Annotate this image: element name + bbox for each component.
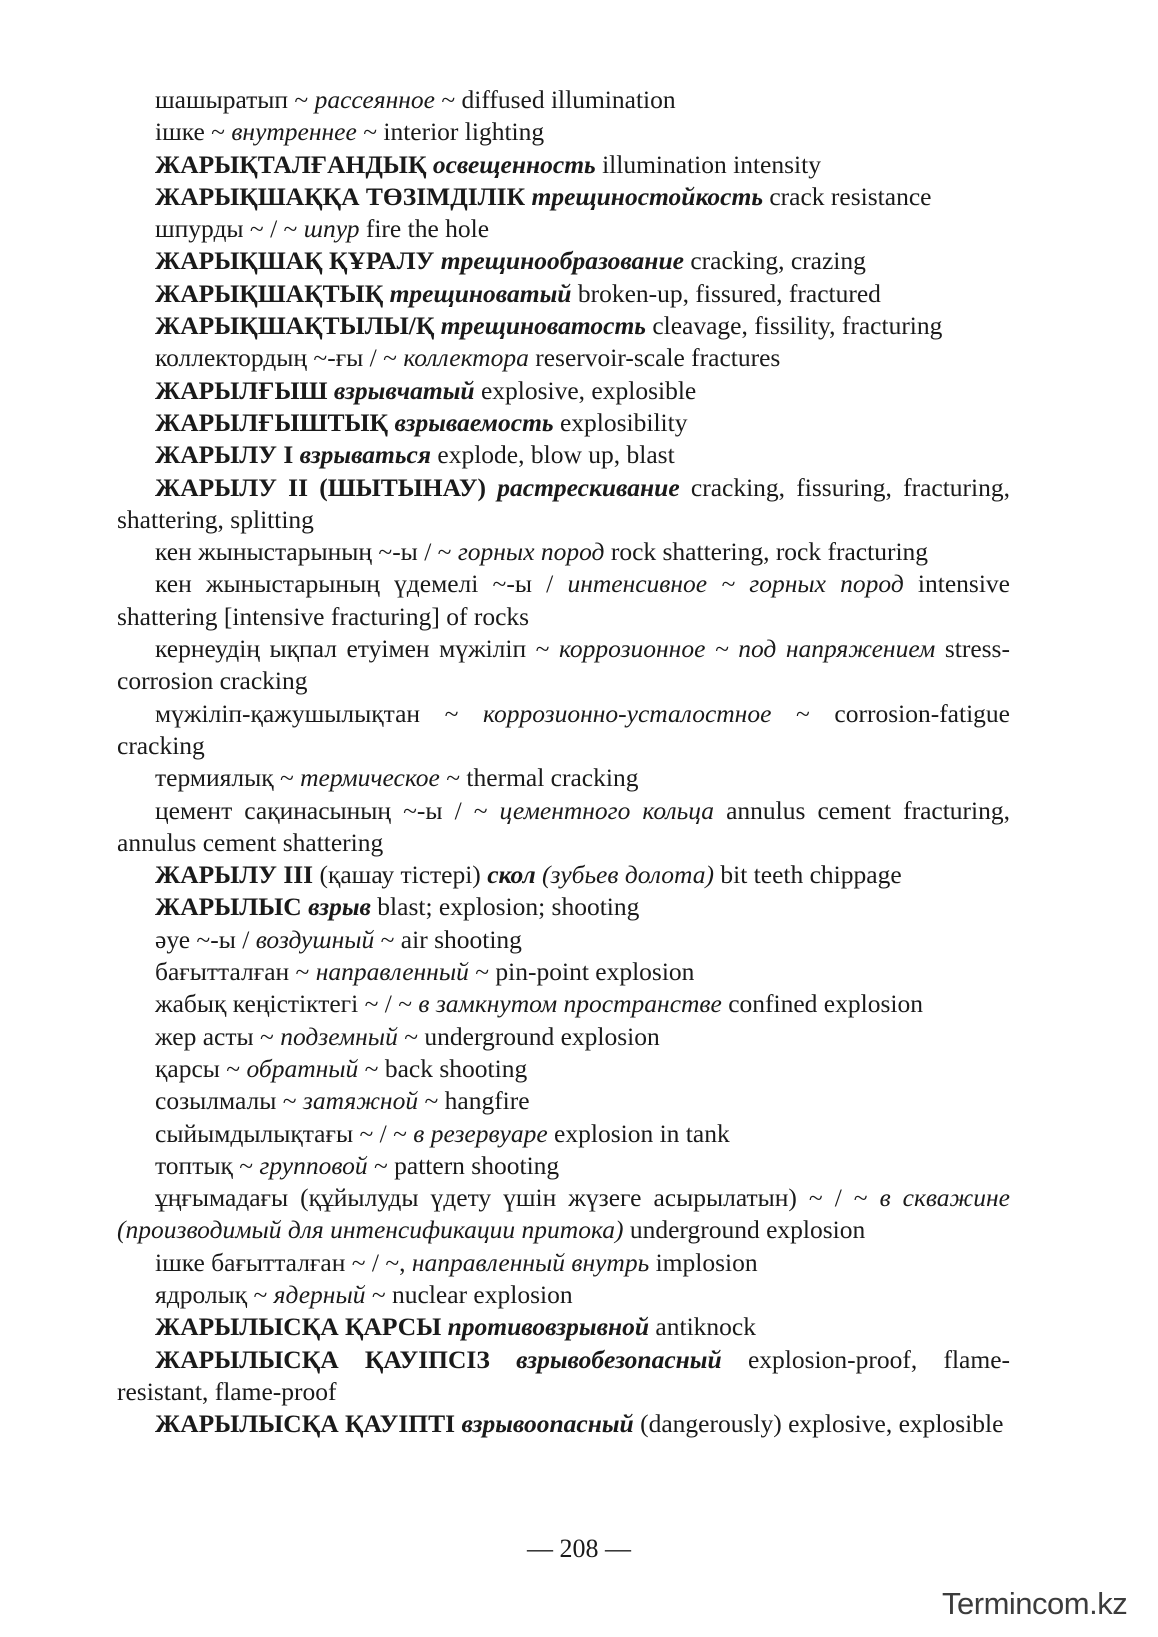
dictionary-entry: [117, 213, 1010, 245]
entry-text: rock shattering, rock fracturing: [604, 537, 929, 567]
dictionary-entry: [117, 245, 1010, 277]
entry-text: сыйымдылықтағы ~ / ~: [155, 1118, 414, 1148]
entry-text: crack resistance: [762, 181, 932, 211]
entry-russian-text: направленный: [315, 957, 469, 987]
entry-text: әуе ~-ы /: [155, 924, 256, 954]
entry-text: explosion-proof, flame-resistant, flame-proof: [117, 1344, 1011, 1406]
entry-text: broken-up, fissured, fractured: [571, 278, 881, 308]
entry-russian-text: затяжной: [302, 1086, 419, 1116]
entry-russian-text: (зубьев долота): [542, 860, 714, 890]
entry-text: ~ diffused illumination: [434, 85, 676, 114]
dictionary-entry: [117, 1279, 1010, 1311]
dictionary-entry: [117, 1344, 1010, 1409]
entry-text: ~ pin-point explosion: [468, 957, 695, 987]
entry-text: explode, blow up, blast: [431, 440, 675, 470]
entry-text: бағытталған ~: [155, 957, 316, 987]
dictionary-entry: [117, 633, 1010, 698]
dictionary-entry: [117, 988, 1010, 1020]
entry-russian-text: горных пород: [457, 537, 605, 567]
entry-russian-term: трещиноватый: [389, 278, 572, 308]
entry-text: жер асты ~: [155, 1021, 281, 1051]
entry-russian-text: коллектора: [403, 343, 529, 373]
dictionary-entry: [117, 310, 1010, 342]
entry-text: underground explosion: [623, 1215, 866, 1245]
dictionary-entry: [117, 278, 1010, 310]
entry-headword: ЖАРЫЛУ III: [155, 860, 314, 890]
entry-text: explosive, explosible: [474, 375, 697, 405]
entry-russian-text: направленный внутрь: [411, 1247, 650, 1277]
entry-text: reservoir-scale fractures: [528, 343, 781, 373]
entry-russian-text: рассеянное: [314, 85, 435, 114]
entry-text: [486, 473, 497, 502]
dictionary-page: [117, 84, 1010, 1440]
dictionary-entry: [117, 698, 1010, 763]
entry-headword: ЖАРЫҚШАҚТЫҚ: [155, 278, 384, 308]
dictionary-entry: [117, 795, 1010, 860]
entry-text: созылмалы ~: [155, 1086, 303, 1116]
entry-text: мүжіліп-қажушылықтан ~: [155, 698, 484, 728]
entry-russian-text: коррозионное ~ под напряжением: [558, 634, 936, 664]
entry-text: confined explosion: [721, 989, 923, 1019]
entry-russian-text: коррозионно-усталостное: [483, 698, 772, 728]
dictionary-entry: [117, 1085, 1010, 1117]
entry-headword: ЖАРЫЛҒЫШТЫҚ: [155, 407, 389, 437]
entry-text: cracking, fissuring, fracturing, shattering, splitting: [117, 472, 1011, 534]
dictionary-entry: [117, 1182, 1010, 1247]
entry-russian-text: подземный: [280, 1021, 398, 1051]
dictionary-entry: [117, 84, 1010, 116]
entry-text: (қашау тістері): [313, 860, 488, 890]
entry-text: ~ pattern shooting: [367, 1150, 560, 1180]
entry-text: жабық кеңістіктегі ~ / ~: [155, 989, 419, 1019]
entry-text: шашыратып ~: [155, 85, 315, 114]
entry-text: illumination intensity: [595, 149, 821, 179]
entry-russian-text: термическое: [300, 763, 440, 793]
entry-russian-term: взрываться: [299, 440, 432, 470]
entry-text: [490, 1345, 516, 1374]
dictionary-entry: [117, 1118, 1010, 1150]
dictionary-entry: [117, 536, 1010, 568]
entry-russian-term: взрываемость: [394, 407, 554, 437]
dictionary-entry: [117, 924, 1010, 956]
dictionary-entry: [117, 1021, 1010, 1053]
entry-text: ~ air shooting: [374, 924, 522, 954]
entry-russian-term: противовзрывной: [447, 1312, 650, 1342]
entry-text: bit teeth chippage: [714, 860, 902, 890]
dictionary-entry: [117, 472, 1010, 537]
entry-text: цемент сақинасының ~-ы / ~: [155, 795, 500, 825]
dictionary-entry: [117, 891, 1010, 923]
entry-text: коллектордың ~-ғы / ~: [155, 343, 404, 373]
dictionary-entry: [117, 1311, 1010, 1343]
dictionary-entry: [117, 342, 1010, 374]
entry-text: ~ corrosion-fatigue cracking: [117, 698, 1010, 760]
dictionary-entry: [117, 439, 1010, 471]
dictionary-entry: [117, 149, 1010, 181]
entry-headword: ЖАРЫЛЫСҚА ҚАУІПСІЗ: [155, 1344, 490, 1374]
entry-headword: ЖАРЫЛЫС: [155, 892, 302, 922]
entry-text: қарсы ~: [155, 1053, 247, 1083]
entry-headword: ЖАРЫҚШАҚТЫЛЫ/Қ: [155, 311, 435, 341]
entry-text: ~ nuclear explosion: [365, 1279, 573, 1309]
entry-text: ішке ~: [155, 117, 232, 147]
entry-russian-term: взрыв: [308, 892, 371, 922]
entry-russian-text: воздушный: [255, 924, 375, 954]
entry-text: antiknock: [649, 1312, 756, 1342]
entry-russian-term: взрывоопасный: [461, 1409, 634, 1439]
entry-text: ішке бағытталған ~ / ~,: [155, 1247, 412, 1277]
entry-russian-term: взрывобезопасный: [516, 1344, 722, 1374]
entry-text: шпурды ~ / ~: [155, 214, 304, 244]
entry-headword: ЖАРЫҚШАҚ ҚҰРАЛУ: [155, 246, 435, 276]
entry-headword: ЖАРЫЛЫСҚА ҚАРСЫ: [155, 1312, 442, 1342]
entry-text: intensive shattering [intensive fracturing] of rocks: [117, 569, 1010, 631]
entry-text: blast; explosion; shooting: [370, 892, 640, 922]
dictionary-entry: [117, 181, 1010, 213]
entry-text: annulus cement fracturing, annulus cement shattering: [117, 795, 1011, 857]
entry-headword: ЖАРЫЛУ I: [155, 440, 294, 470]
entry-text: stress-corrosion cracking: [117, 634, 1010, 696]
entry-headword: ЖАРЫЛУ II (ШЫТЫНАУ): [155, 472, 487, 502]
entry-text: cleavage, fissility, fracturing: [645, 311, 943, 341]
entry-russian-text: в скважине (производимый для интенсификации притока): [117, 1183, 1010, 1245]
entry-text: ~ hangfire: [418, 1086, 530, 1116]
dictionary-entry: [117, 1247, 1010, 1279]
entry-text: ~ interior lighting: [356, 117, 545, 147]
entry-text: (dangerously) explosive, explosible: [633, 1409, 1004, 1439]
entry-russian-text: внутреннее: [231, 117, 357, 147]
entry-headword: ЖАРЫЛЫСҚА ҚАУІПТІ: [155, 1409, 456, 1439]
entry-russian-text: шпур: [303, 214, 360, 244]
entry-russian-text: ядерный: [273, 1279, 366, 1309]
entry-text: cracking, crazing: [683, 246, 866, 276]
dictionary-entry: [117, 859, 1010, 891]
entry-headword: ЖАРЫҚШАҚҚА ТӨЗІМДІЛІК: [155, 181, 526, 211]
entry-text: термиялық ~: [155, 763, 301, 793]
entry-russian-term: освещенность: [432, 149, 596, 179]
entry-russian-term: скол: [487, 860, 536, 890]
entry-russian-text: обратный: [246, 1053, 359, 1083]
dictionary-entry: [117, 1053, 1010, 1085]
entry-text: ~ underground explosion: [397, 1021, 660, 1051]
entry-text: ұңғымадағы (құйылуды үдету үшін жүзеге асырылатын) ~ / ~: [155, 1183, 880, 1213]
entry-text: fire the hole: [359, 214, 490, 244]
entry-text: топтық ~: [155, 1150, 260, 1180]
dictionary-entry: [117, 956, 1010, 988]
entry-headword: ЖАРЫҚТАЛҒАНДЫҚ: [155, 149, 427, 179]
watermark-logo: Termincom.kz: [942, 1586, 1128, 1621]
dictionary-entry: [117, 116, 1010, 148]
entry-text: кен жыныстарының үдемелі ~-ы /: [155, 569, 568, 599]
entry-text: кен жыныстарының ~-ы / ~: [155, 537, 458, 567]
entry-russian-text: цементного кольца: [499, 795, 715, 825]
entry-headword: ЖАРЫЛҒЫШ: [155, 375, 328, 405]
entry-text: ~ thermal cracking: [439, 763, 639, 793]
entry-russian-term: трещиноватость: [440, 311, 646, 341]
entry-text: implosion: [649, 1247, 758, 1277]
entry-russian-term: трещинообразование: [440, 246, 684, 276]
entry-russian-term: растрескивание: [497, 472, 680, 502]
entry-russian-text: интенсивное ~ горных пород: [567, 569, 904, 599]
entry-russian-term: трещиностойкость: [531, 181, 763, 211]
entry-russian-text: в резервуаре: [413, 1118, 548, 1148]
dictionary-entry: [117, 407, 1010, 439]
dictionary-entry: [117, 1408, 1010, 1440]
dictionary-entry: [117, 568, 1010, 633]
page-number: — 208 —: [527, 1534, 631, 1563]
entry-text: explosibility: [553, 407, 688, 437]
entry-text: explosion in tank: [547, 1118, 730, 1148]
entry-text: кернеудің ықпал етуімен мүжіліп ~: [155, 634, 559, 664]
dictionary-entry: [117, 1150, 1010, 1182]
entry-russian-term: взрывчатый: [333, 375, 475, 405]
entry-text: ~ back shooting: [358, 1053, 528, 1083]
dictionary-entry: [117, 762, 1010, 794]
entry-russian-text: в замкнутом пространстве: [418, 989, 722, 1019]
entry-text: ядролық ~: [155, 1279, 274, 1309]
entry-russian-text: групповой: [259, 1150, 368, 1180]
dictionary-entry: [117, 375, 1010, 407]
